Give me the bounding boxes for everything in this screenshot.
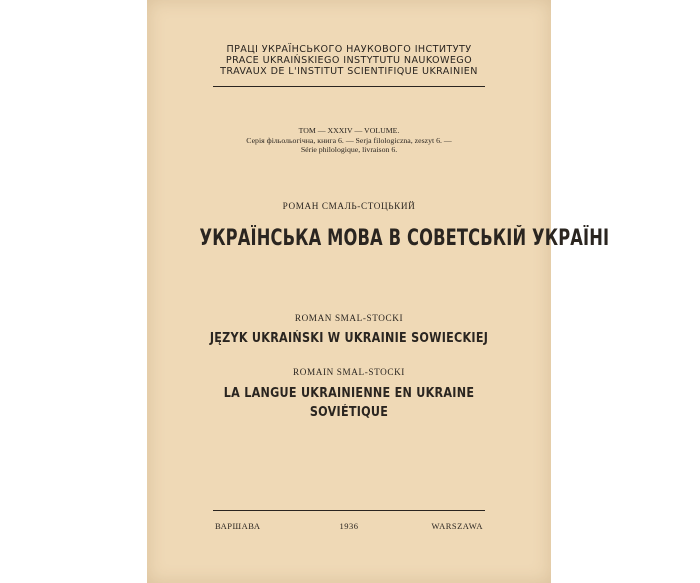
author-french: ROMAIN SMAL-STOCKI <box>293 367 405 377</box>
author-ukrainian: РОМАН СМАЛЬ-СТОЦЬКИЙ <box>282 201 416 211</box>
book-cover <box>147 0 610 583</box>
volume-info <box>147 126 551 155</box>
institute-name-ukrainian: ПРАЦІ УКРАЇНСЬКОГО НАУКОВОГО ІНСТИТУТУ <box>226 44 472 55</box>
publication-year: 1936 <box>339 521 359 531</box>
institute-name-polish: PRACE UKRAIŃSKIEGO INSTYTUTU NAUKOWEGO <box>225 55 473 66</box>
title-ukrainian: УКРАЇНСЬКА МОВА В СОВЕТСЬКІЙ УКРАЇНІ <box>199 226 610 251</box>
title-french-line1: LA LANGUE UKRAINIENNE EN UKRAINE <box>223 386 475 401</box>
series-french: Série philologique, livraison 6. <box>300 145 398 155</box>
institute-name-french: TRAVAUX DE L'INSTITUT SCIENTIFIQUE UKRAINIEN <box>220 66 478 77</box>
title-french-line2: SOVIÉTIQUE <box>309 405 389 420</box>
institute-series-heading <box>147 44 551 77</box>
author-polish: ROMAN SMAL-STOCKI <box>294 313 404 323</box>
city-polish: WARSZAWA <box>431 521 483 531</box>
volume-number: ТОМ — XXXIV — VOLUME. <box>298 126 400 135</box>
footer-divider <box>213 510 485 511</box>
header-divider <box>213 86 485 87</box>
series-ukrainian-polish: Серія фільольогічна, книга 6. — Serja filologiczna, zeszyt 6. — <box>246 135 452 145</box>
city-ukrainian: ВАРШАВА <box>215 521 261 531</box>
title-polish: JĘZYK UKRAIŃSKI W UKRAINIE SOWIECKIEJ <box>209 331 489 346</box>
